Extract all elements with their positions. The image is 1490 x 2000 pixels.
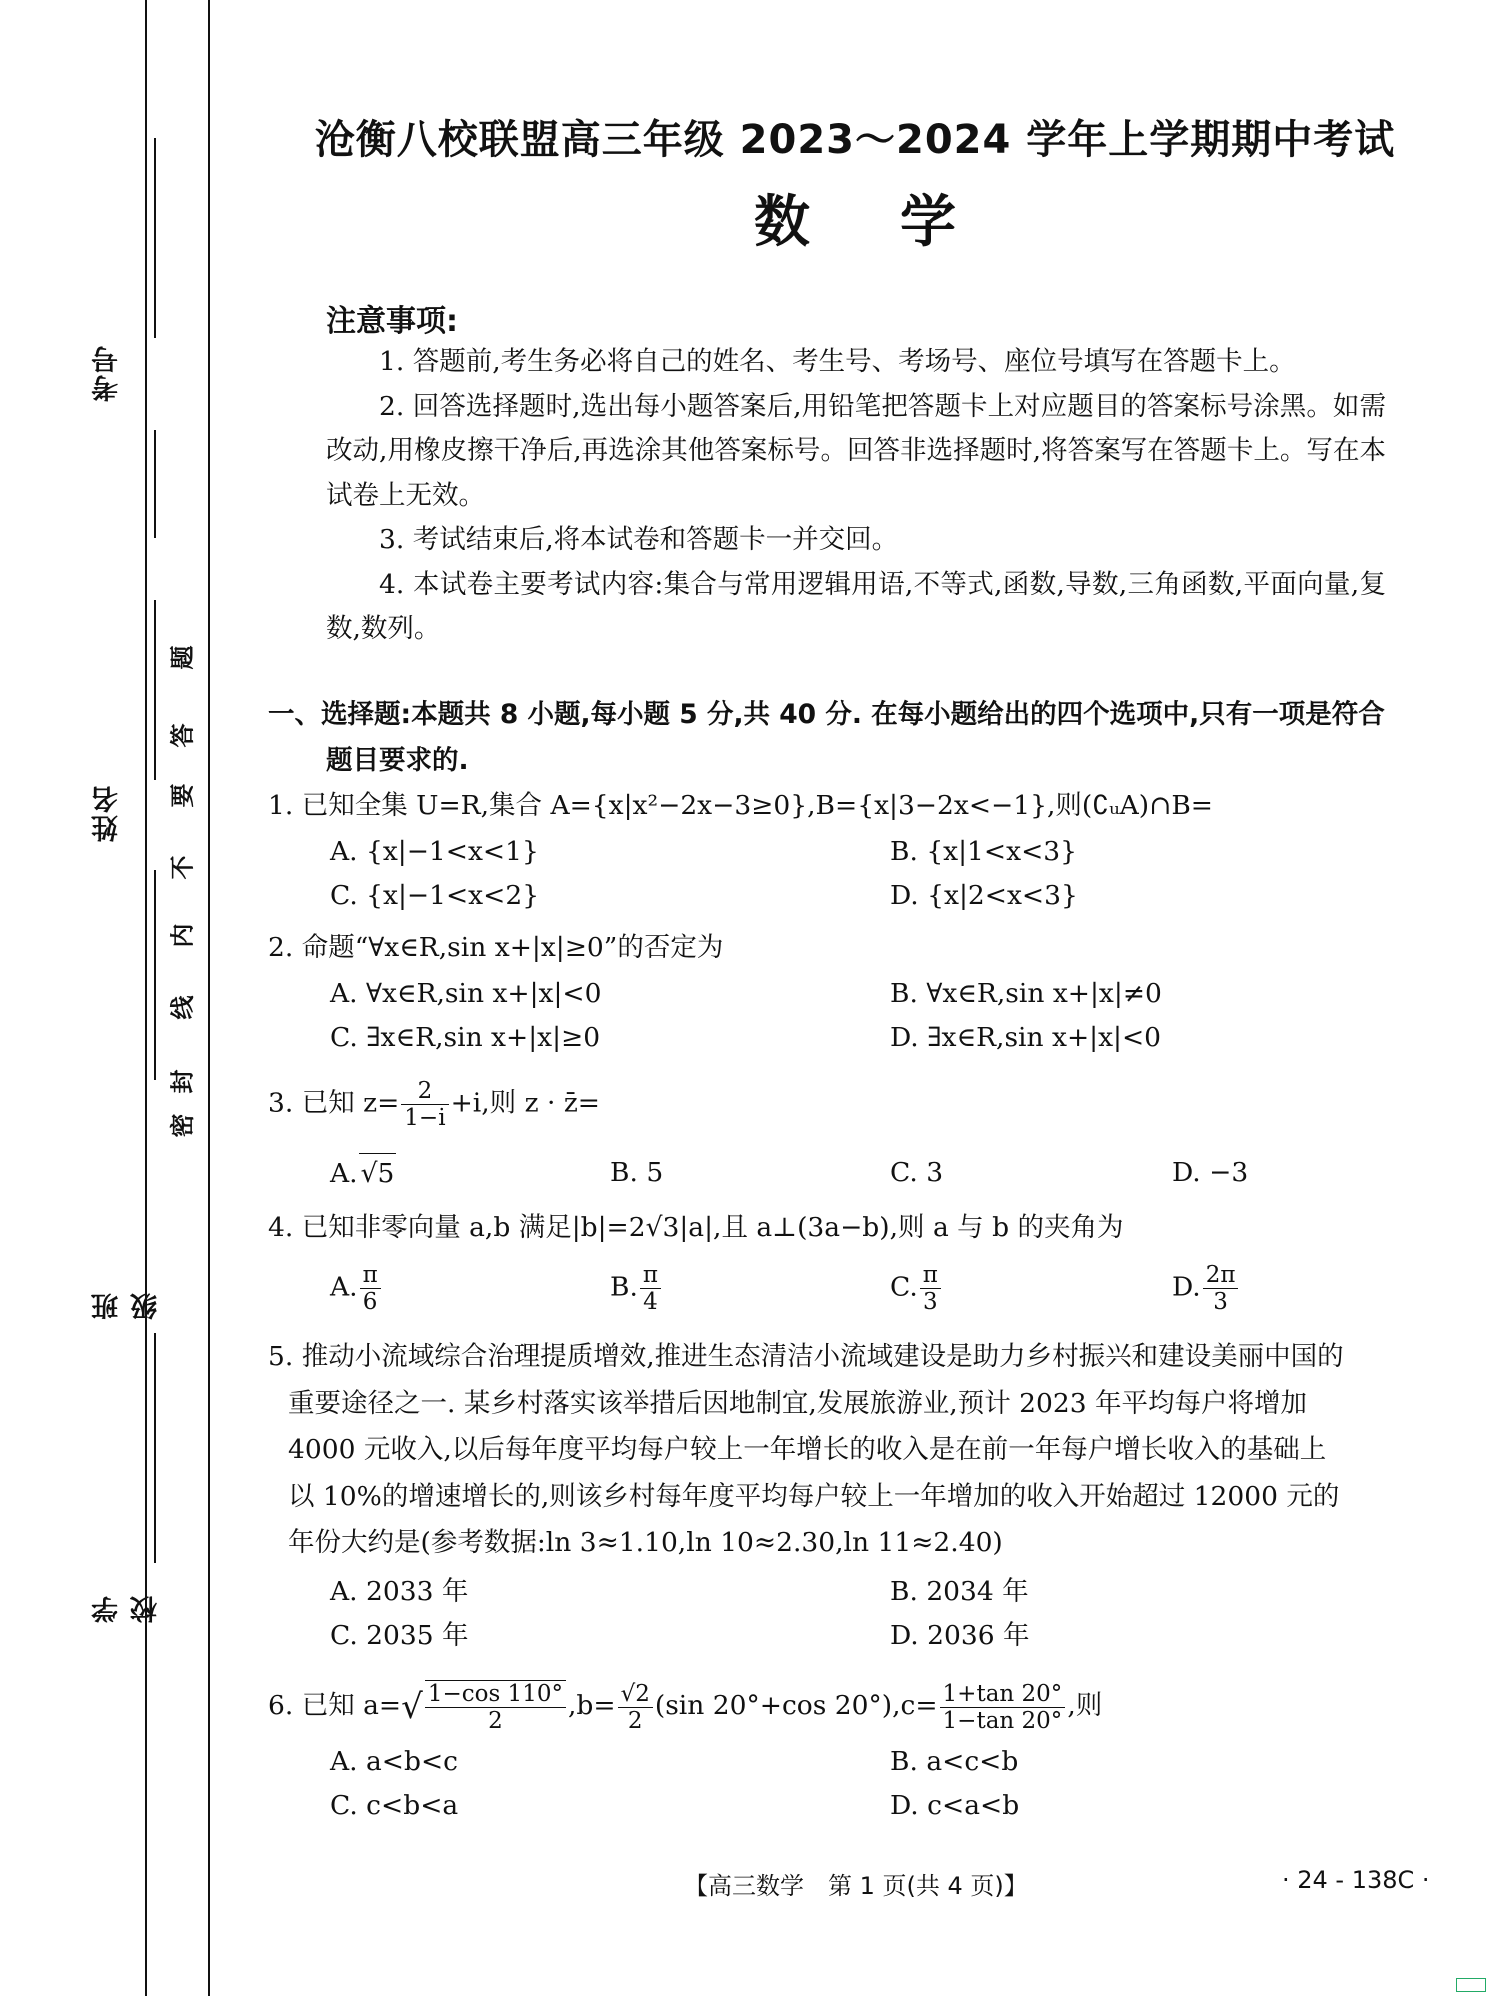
option-value: 3 (926, 1157, 944, 1188)
section-heading-line2: 题目要求的. (326, 745, 469, 776)
numerator: 1−cos 110° (425, 1681, 566, 1708)
stem-line: 年份大约是(参考数据:ln 3≈1.10,ln 10≈2.30,ln 11≈2.40) (288, 1527, 1003, 1558)
option-d[interactable] (1172, 1153, 1248, 1193)
option-label: A. (330, 1271, 358, 1303)
note-item: 1. 答题前,考生务必将自己的姓名、考生号、考场号、座位号填写在答题卡上。 (379, 346, 1296, 377)
fraction (920, 1262, 941, 1315)
option-b[interactable]: B. ∀x∈R,sin x+|x|≠0 (890, 978, 1162, 1009)
option-a[interactable]: A. ∀x∈R,sin x+|x|<0 (330, 978, 602, 1009)
question-stem (268, 1078, 1448, 1131)
seal-char: 线 (168, 995, 197, 1020)
denominator: 1−tan 20° (942, 1707, 1063, 1734)
notes-heading: 注意事项: (326, 304, 458, 339)
option-b[interactable] (610, 1262, 663, 1315)
denominator: 4 (643, 1289, 658, 1315)
stem-text: +i,则 z · z̄= (450, 1087, 600, 1119)
option-label: B. (610, 1271, 638, 1303)
numerator: π (640, 1262, 661, 1289)
seal-char: 内 (168, 923, 197, 948)
option-label: C. (890, 1271, 918, 1303)
section-heading-line1: 一、选择题:本题共 8 小题,每小题 5 分,共 40 分. 在每小题给出的四个选项中,只有一项是符合 (268, 699, 1385, 730)
denominator: 2 (488, 1708, 503, 1734)
stem-line: 重要途径之一. 某乡村落实该举措后因地制宜,发展旅游业,预计 2023 年平均每户将增加 (288, 1387, 1307, 1419)
seal-char: 答 (168, 723, 197, 748)
option-d[interactable]: D. {x|2<x<3} (890, 880, 1078, 911)
option-label: D. (1172, 1157, 1201, 1188)
question-stem: 1. 已知全集 U=R,集合 A={x|x²−2x−3≥0},B={x|3−2x<−1},则(∁ᵤA)∩B= (268, 790, 1213, 821)
seal-char: 题 (168, 645, 197, 670)
seal-char: 封 (168, 1069, 197, 1094)
option-value: √5 (359, 1153, 397, 1194)
seal-char: 不 (168, 855, 197, 880)
sqrt-sign: √ (401, 1687, 423, 1727)
exam-number-underline (154, 138, 156, 338)
question-stem: 4. 已知非零向量 a,b 满足|b|=2√3|a|,且 a⊥(3a−b),则 a 与 b 的夹角为 (268, 1212, 1124, 1243)
seal-char: 要 (168, 783, 197, 808)
option-c[interactable]: C. {x|−1<x<2} (330, 880, 540, 911)
option-b[interactable] (610, 1153, 663, 1193)
seal-char: 密 (168, 1113, 197, 1138)
section-heading (268, 692, 1448, 784)
subject-title: 数学 (754, 190, 1046, 255)
option-c[interactable] (890, 1262, 943, 1315)
question-5 (268, 1334, 1448, 1657)
notes-list (326, 340, 1386, 652)
footer-code: · 24 - 138C · (1282, 1866, 1430, 1894)
option-b[interactable]: B. {x|1<x<3} (890, 836, 1077, 867)
denominator: 3 (923, 1289, 938, 1315)
exam-number-underline-lower (154, 430, 156, 538)
class-label: 班级 (92, 1291, 162, 1320)
stem-line: 5. 推动小流域综合治理提质增效,推进生态清洁小流域建设是助力乡村振兴和建设美丽中国的 (268, 1341, 1344, 1372)
stem-line: 4000 元收入,以后每年度平均每户较上一年增长的收入是在前一年每户增长收入的基础上 (288, 1434, 1327, 1465)
option-value: 5 (646, 1157, 664, 1188)
stem-line: 以 10%的增速增长的,则该乡村每年度平均每户较上一年增加的收入开始超过 12000 元的 (288, 1480, 1340, 1512)
question-1 (268, 786, 1448, 920)
stem-text: ,则 (1067, 1690, 1103, 1721)
class-field[interactable] (88, 1270, 162, 1320)
note-item: 3. 考试结束后,将本试卷和答题卡一并交回。 (379, 524, 899, 555)
option-a[interactable]: A. {x|−1<x<1} (330, 836, 539, 867)
question-4 (268, 1208, 1448, 1322)
fraction (401, 1078, 448, 1131)
school-label: 学校 (92, 1594, 162, 1623)
numerator: √2 (618, 1681, 653, 1708)
numerator: 2π (1203, 1262, 1239, 1289)
option-a[interactable] (330, 1262, 383, 1315)
option-a[interactable]: A. a<b<c (330, 1746, 458, 1777)
name-underline (154, 600, 156, 780)
question-3 (268, 1078, 1448, 1197)
stem-text: 6. 已知 a= (268, 1690, 402, 1721)
option-value: −3 (1209, 1157, 1249, 1188)
fraction (640, 1262, 661, 1315)
numerator: π (360, 1262, 381, 1289)
option-d[interactable]: D. c<a<b (890, 1790, 1020, 1821)
denominator: 2 (627, 1707, 643, 1734)
name-underline-lower (154, 870, 156, 1080)
fraction (360, 1262, 381, 1315)
question-2 (268, 928, 1448, 1062)
option-c[interactable]: C. c<b<a (330, 1790, 459, 1821)
option-label: D. (1172, 1271, 1201, 1303)
fraction (618, 1681, 653, 1734)
exam-number-label: 考号 (92, 344, 123, 402)
question-stem: 2. 命题“∀x∈R,sin x+|x|≥0”的否定为 (268, 932, 724, 963)
stem-text: (sin 20°+cos 20°),c= (654, 1690, 938, 1721)
note-item: 2. 回答选择题时,选出每小题答案后,用铅笔把答题卡上对应题目的答案标号涂黑。如需改动,用橡皮擦干净后,再选涂其他答案标号。回答非选择题时,将答案写在答题卡上。写在本试卷上无效。 (326, 390, 1386, 511)
exam-number-field[interactable] (88, 138, 148, 538)
denominator: 1−i (404, 1105, 446, 1131)
denominator: 6 (362, 1289, 378, 1315)
question-6 (268, 1680, 1448, 1830)
option-d[interactable]: D. ∃x∈R,sin x+|x|<0 (890, 1022, 1162, 1053)
option-b[interactable]: B. a<c<b (890, 1746, 1019, 1777)
option-d[interactable] (1172, 1262, 1240, 1315)
option-c[interactable]: C. ∃x∈R,sin x+|x|≥0 (330, 1022, 601, 1053)
option-c[interactable] (890, 1153, 943, 1193)
numerator: 1+tan 20° (940, 1681, 1066, 1708)
option-b[interactable]: B. 2034 年 (890, 1575, 1029, 1607)
numerator: 2 (401, 1078, 448, 1105)
option-a[interactable] (330, 1153, 396, 1194)
question-stem (268, 1680, 1448, 1734)
name-field[interactable] (88, 600, 148, 1080)
option-c[interactable]: C. 2035 年 (330, 1619, 469, 1651)
option-d[interactable]: D. 2036 年 (890, 1619, 1030, 1651)
stem-text: 3. 已知 z= (268, 1087, 400, 1119)
option-label: C. (890, 1157, 918, 1188)
fraction (425, 1680, 566, 1734)
fraction (940, 1681, 1066, 1734)
exam-title: 沧衡八校联盟高三年级 2023～2024 学年上学期期中考试 (314, 117, 1396, 163)
school-field[interactable] (88, 1333, 162, 1623)
note-item: 4. 本试卷主要考试内容:集合与常用逻辑用语,不等式,函数,导数,三角函数,平面向量,复数,数列。 (326, 568, 1386, 644)
watermark-logo-icon (1456, 1978, 1486, 1992)
fraction (1203, 1262, 1239, 1315)
name-label: 姓名 (92, 784, 123, 842)
option-label: A. (330, 1158, 358, 1189)
footer-page-info: 【高三数学 第 1 页(共 4 页)】 (684, 1872, 1028, 1900)
option-a[interactable]: A. 2033 年 (330, 1575, 469, 1607)
school-underline (154, 1333, 156, 1563)
numerator: π (920, 1262, 941, 1289)
option-label: B. (610, 1157, 638, 1188)
stem-text: ,b= (567, 1690, 616, 1721)
denominator: 3 (1213, 1289, 1228, 1315)
binding-line-inner (208, 0, 210, 1996)
